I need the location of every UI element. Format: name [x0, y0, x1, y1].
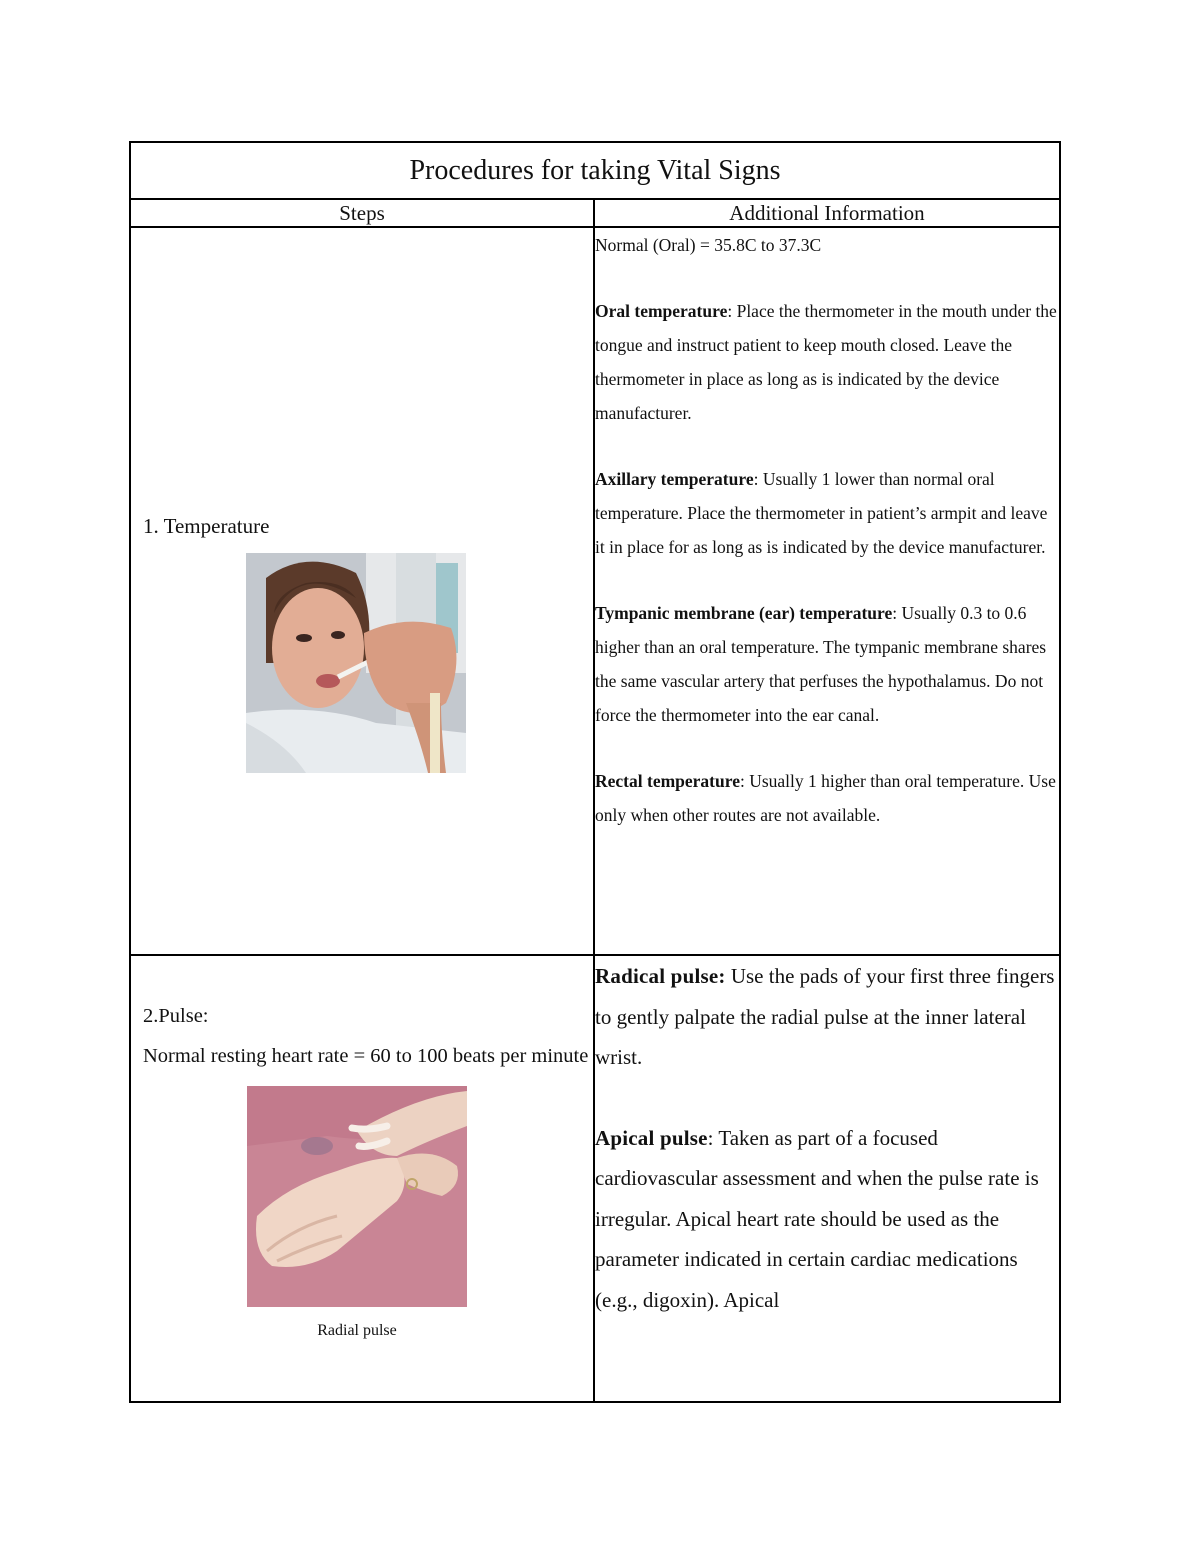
pulse-step-label: 2.Pulse:: [143, 1005, 209, 1027]
apical-pulse-paragraph: [595, 1118, 1059, 1321]
radical-pulse-term: Radical pulse:: [595, 964, 726, 988]
radial-pulse-caption: Radial pulse: [317, 1322, 397, 1339]
pulse-info-cell: [594, 955, 1060, 1402]
pulse-step-text: [143, 996, 593, 1076]
pulse-step-cell: [130, 955, 594, 1402]
tympanic-temperature-text: : Usually 0.3 to 0.6 higher than an oral temperature. The tympanic membrane shares the same vascular artery that perfuses the hypothalamus. Do not force the thermometer into the ear canal.: [595, 603, 1047, 725]
column-header-additional-information: Additional Information: [594, 199, 1060, 227]
tympanic-temperature-paragraph: [595, 596, 1059, 732]
oral-temperature-paragraph: [595, 294, 1059, 430]
table-title: Procedures for taking Vital Signs: [130, 142, 1060, 199]
radical-pulse-text: Use the pads of your first three fingers to gently palpate the radial pulse at the inner lateral wrist.: [595, 964, 1055, 1069]
axillary-temperature-paragraph: [595, 462, 1059, 564]
table-row-pulse: [130, 955, 1060, 1402]
pulse-normal-range: Normal resting heart rate = 60 to 100 beats per minute: [143, 1045, 589, 1067]
radical-pulse-paragraph: [595, 956, 1059, 1078]
apical-pulse-term: Apical pulse: [595, 1125, 708, 1150]
oral-temperature-term: Oral temperature: [595, 301, 728, 321]
rectal-temperature-term: Rectal temperature: [595, 771, 740, 791]
temperature-info-cell: [594, 227, 1060, 955]
column-header-steps: Steps: [130, 199, 594, 227]
rectal-temperature-paragraph: [595, 764, 1059, 832]
axillary-temperature-text: : Usually 1 lower than normal oral temperature. Place the thermometer in patient’s armpit and leave it in place for as long as is indicated by the device manufacturer.: [595, 469, 1048, 557]
oral-thermometer-photo: [246, 553, 466, 773]
normal-oral-range: Normal (Oral) = 35.8C to 37.3C: [595, 235, 822, 255]
apical-pulse-text: : Taken as part of a focused cardiovascular assessment and when the pulse rate is irregular. Apical heart rate should be used as the parameter indicated in certain cardiac medications (e.g., digoxin). Apical: [595, 1125, 1039, 1312]
radial-pulse-photo: [247, 1086, 467, 1307]
temperature-step-cell: [130, 227, 594, 955]
tympanic-temperature-term: Tympanic membrane (ear) temperature: [595, 603, 893, 623]
vital-signs-table: [129, 141, 1061, 1403]
oral-temperature-text: : Place the thermometer in the mouth under the tongue and instruct patient to keep mouth closed. Leave the thermometer in place as long as is indicated by the device manufacturer.: [595, 301, 1057, 423]
rectal-temperature-text: : Usually 1 higher than oral temperature. Use only when other routes are not available.: [595, 771, 1056, 825]
axillary-temperature-term: Axillary temperature: [595, 469, 754, 489]
table-row-temperature: [130, 227, 1060, 955]
temperature-step-label: 1. Temperature: [143, 514, 270, 538]
